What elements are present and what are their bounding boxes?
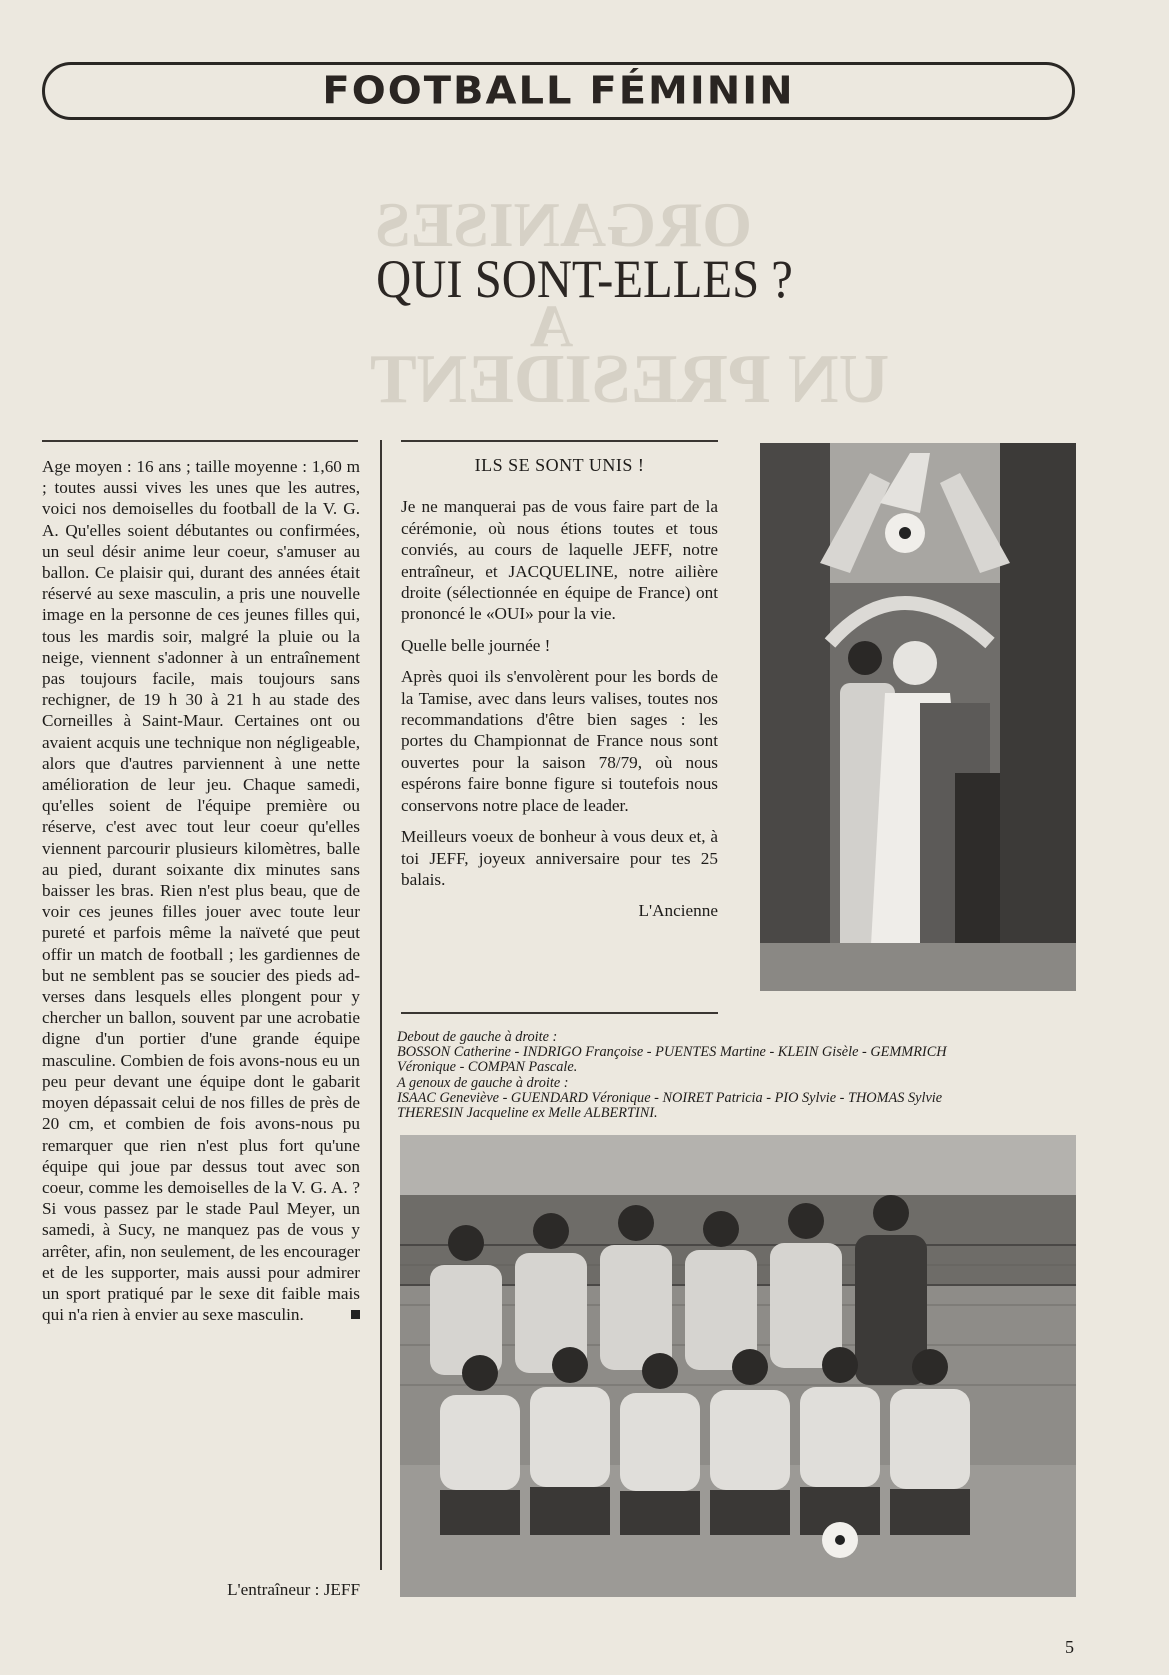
section-banner [42,62,1075,120]
wedding-photo [760,443,1076,991]
caption-line: THERESIN Jacqueline ex Melle ALBERTINI. [397,1105,658,1122]
column-divider [380,440,382,1570]
left-column-rule [42,440,358,442]
mid-article-paragraph: Quelle belle journée ! [401,635,551,655]
bleed-through-text-3: UN PRESIDENT [370,341,890,418]
caption-line: ISAAC Geneviève - GUENDARD Véronique - NOIRET Patricia - PIO Sylvie - THOMAS Sylvie [397,1089,943,1106]
mid-article-paragraph: Meilleurs voeux de bonheur à vous deux et, à toi JEFF, joyeux anniversaire pour tes 25 balais. [401,827,718,889]
page-number: 5 [1065,1637,1074,1657]
caption-line: A genoux de gauche à droite : [397,1074,569,1091]
team-photo [400,1135,1076,1597]
mid-article-paragraph: Après quoi ils s'envolèrent pour les bords de la Tamise, avec dans leurs valises, toutes nos recommandations d'être bien sages : les portes du Championnat de France nous sont ouvertes pour la saison 78/79, où nous espérons faire bonne figure si toutefois nous conservons notre place de leader. [401,667,718,815]
left-article [42,456,360,1325]
mid-article-paragraph: Je ne manquerai pas de vous faire part de la cérémonie, où nous étions toutes et tous conviés, au cours de laquelle JEFF, notre entraîneur, et JACQUELINE, notre ailière droite (sélectionnée en équipe de France) ont prononcé le «OUI» pour la vie. [401,497,718,624]
caption-line: BOSSON Catherine - INDRIGO Françoise - PUENTES Martine - KLEIN Gisèle - GEMMRICH [397,1044,947,1061]
team-photo-caption [397,1030,1087,1121]
mid-article [401,455,718,922]
mid-article-heading: ILS SE SONT UNIS ! [474,455,645,475]
caption-line: Véronique - COMPAN Pascale. [397,1059,578,1076]
caption-line: Debout de gauche à droite : [397,1029,558,1045]
end-mark [351,1310,360,1319]
bleed-through-text-1: ORGANISES [375,189,752,260]
section-title: FOOTBALL FÉMININ [322,69,795,113]
bleed-through-text-2: A [530,293,574,359]
article-title: QUI SONT-ELLES ? [376,249,793,309]
mid-article-signature: L'Ancienne [638,901,718,921]
mid-column-top-rule [401,440,718,442]
left-article-body: Age moyen : 16 ans ; taille moyenne : 1,60 m ; toutes aussi vives les unes que les autres, voici nos demoiselles du football de la V. G. A. Qu'elles soient débutantes ou confirmées, un seul désir anime leur coeur, s'amuser au ballon. Ce plaisir qui, durant des années était réservé au sexe masculin, a pris une nouvelle image en la personne de ces jeunes filles qui, tous les mardis soir, malgré la pluie ou la neige, viennent s'adonner à un entraînement pas toujours facile, mais toujours sans rechigner, de 19 h 30 à 21 h au stade des Corneilles à Saint-Maur. Certaines ont ou avaient acquis une technique non négligeable, alors que d'autres parviennent à une nette amélioration de leur jeu. Chaque samedi, qu'elles soient de l'équipe première ou réserve, c'est avec tout leur coeur qu'elles viennent parcourir plusieurs kilomètres, balle au pied, durant soixante dix minutes sans baisser les bras. Rien n'est plus beau, que de voir ces jeunes filles jouer avec toute leur pureté et parfois même la naïveté que peut offir un match de football ; les gardiennes de but ne semblent pas se soucier des pieds adverses dans lesquels elles plongent pour y chercher un ballon, souvent par une acrobatie digne d'un portier d'une grande équipe masculine. Combien de fois avons-nous eu un peu peur devant une équipe dont le gabarit moyen dépassait celui de nos filles de près de 20 cm, et combien de fois avons-nous pu remarquer que rien n'est plus fort qu'une équipe qui joue par dessus tout avec son coeur, comme les demoiselles de la V. G. A. ? Si vous passez par le stade Paul Meyer, un samedi, à Sucy, ne manquez pas de vous y arrêter, afin, non seulement, de les encourager et de les supporter, mais aussi pour admirer un sport pratiqué par le sexe dit faible mais qui n'a rien à envier au sexe masculin. [42,457,360,1325]
left-article-signature: L'entraîneur : JEFF [227,1580,360,1599]
mid-column-bottom-rule [401,1012,718,1014]
